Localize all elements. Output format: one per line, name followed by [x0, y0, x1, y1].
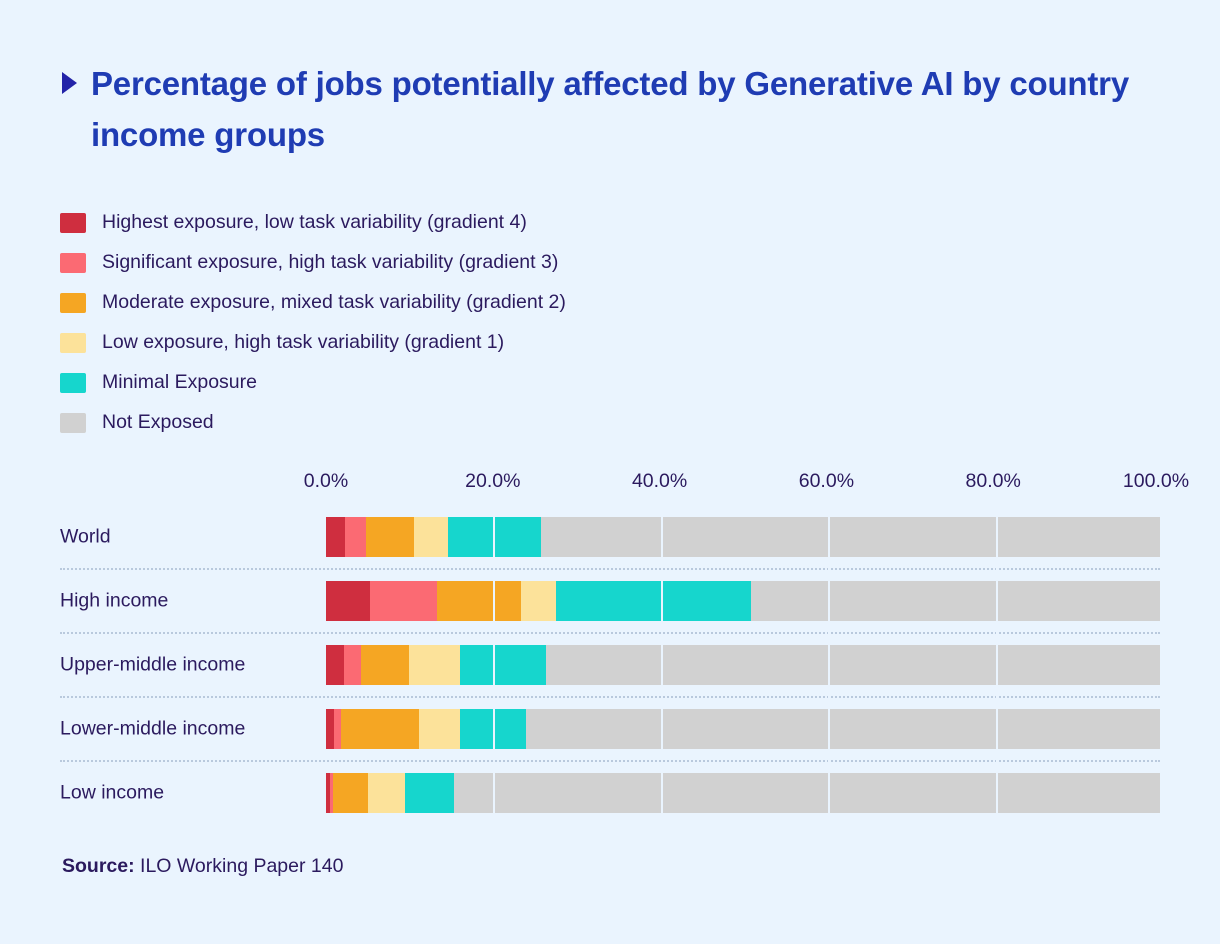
bar-segment-minimal-exposure [460, 709, 526, 749]
bar-segment-not-exposed [751, 581, 1160, 621]
bar-row [60, 506, 1160, 568]
bar-row [60, 632, 1160, 696]
stacked-bar [326, 581, 1160, 621]
legend-item [60, 323, 566, 363]
category-label: World [60, 525, 111, 548]
x-axis-tick: 20.0% [465, 470, 521, 492]
stacked-bar [326, 709, 1160, 749]
category-label: High income [60, 589, 169, 612]
bar-segment-gradient4 [326, 645, 344, 685]
bar-segment-not-exposed [526, 709, 1160, 749]
stacked-bar [326, 773, 1160, 813]
source-note [62, 855, 343, 878]
triangle-marker-icon [62, 72, 77, 94]
legend-item [60, 243, 566, 283]
bar-segment-gradient1 [409, 645, 460, 685]
bar-segment-gradient2 [361, 645, 409, 685]
bar-segment-gradient2 [333, 773, 368, 813]
legend-swatch-gradient3 [60, 253, 86, 273]
legend-label: Minimal Exposure [102, 371, 257, 394]
bar-segment-gradient4 [326, 581, 370, 621]
bar-segment-gradient2 [341, 709, 419, 749]
legend-label: Not Exposed [102, 411, 214, 434]
category-label: Upper-middle income [60, 653, 246, 676]
legend-swatch-gradient4 [60, 213, 86, 233]
x-axis [60, 470, 1190, 502]
bar-segment-not-exposed [454, 773, 1160, 813]
category-label: Lower-middle income [60, 717, 246, 740]
x-axis-tick: 60.0% [798, 470, 855, 492]
legend-swatch-minimal-exposure [60, 373, 86, 393]
stacked-bar [326, 517, 1160, 557]
legend-swatch-gradient1 [60, 333, 86, 353]
legend-item [60, 403, 566, 443]
legend-swatch-gradient2 [60, 293, 86, 313]
legend-item [60, 203, 566, 243]
stacked-bar-chart [60, 470, 1190, 824]
legend-label: Moderate exposure, mixed task variability (gradient 2) [102, 291, 566, 314]
bar-segment-gradient4 [326, 709, 334, 749]
plot-area [60, 506, 1160, 824]
x-axis-tick: 40.0% [631, 470, 688, 492]
bar-segment-gradient1 [414, 517, 448, 557]
bar-segment-minimal-exposure [448, 517, 541, 557]
stacked-bar [326, 645, 1160, 685]
source-text: ILO Working Paper 140 [140, 855, 344, 877]
legend-item [60, 283, 566, 323]
source-label: Source: [62, 855, 135, 877]
x-axis-tick: 80.0% [965, 470, 1021, 492]
bar-segment-gradient3 [334, 709, 341, 749]
bar-segment-gradient3 [370, 581, 438, 621]
legend-label: Low exposure, high task variability (gradient 1) [102, 331, 505, 354]
legend-item [60, 363, 566, 403]
bar-segment-gradient4 [326, 517, 345, 557]
bar-row [60, 760, 1160, 824]
bar-row [60, 568, 1160, 632]
title-text: Percentage of jobs potentially affected by Generative AI by country income groups [91, 65, 1129, 154]
bar-segment-gradient1 [368, 773, 405, 813]
bar-segment-gradient3 [344, 645, 362, 685]
bar-segment-minimal-exposure [556, 581, 751, 621]
bar-segment-gradient1 [521, 581, 557, 621]
bar-segment-minimal-exposure [405, 773, 453, 813]
legend-swatch-not-exposed [60, 413, 86, 433]
legend-label: Highest exposure, low task variability (gradient 4) [102, 211, 527, 234]
chart-legend [60, 203, 566, 443]
category-label: Low income [60, 781, 165, 804]
bar-segment-gradient2 [366, 517, 414, 557]
bar-row [60, 696, 1160, 760]
page-title [62, 58, 1172, 161]
bar-segment-gradient3 [345, 517, 366, 557]
legend-label: Significant exposure, high task variability (gradient 3) [102, 251, 559, 274]
x-axis-tick: 0.0% [303, 470, 349, 492]
bar-segment-not-exposed [546, 645, 1160, 685]
bar-segment-gradient2 [437, 581, 520, 621]
bar-segment-gradient1 [419, 709, 460, 749]
bar-segment-not-exposed [541, 517, 1160, 557]
bar-segment-minimal-exposure [460, 645, 546, 685]
x-axis-tick: 100.0% [1122, 470, 1190, 492]
